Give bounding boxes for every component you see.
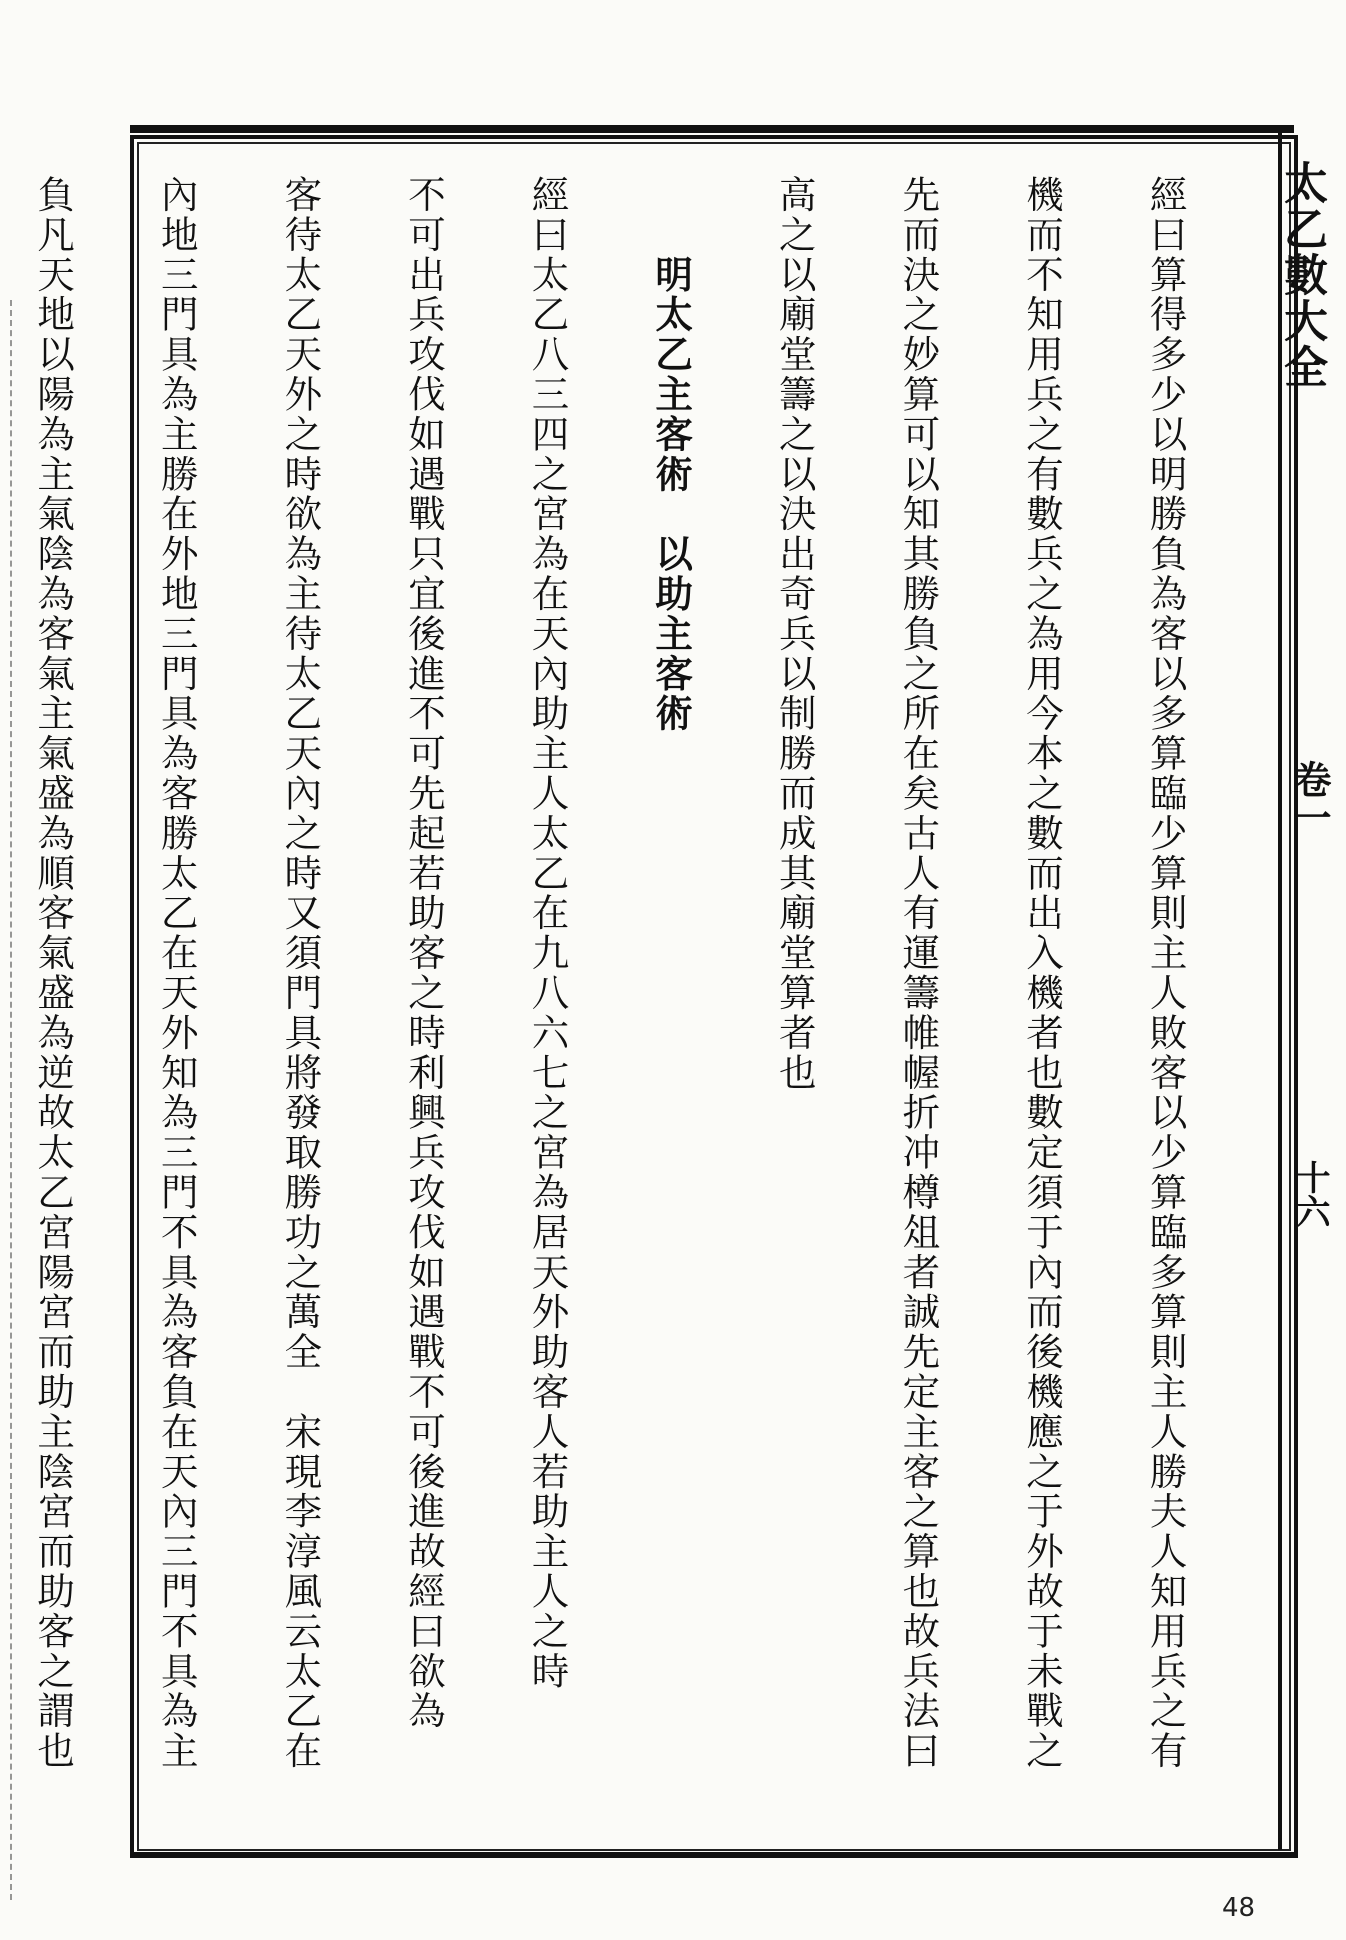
text-column: 經曰太乙八三四之宮為在天內助主人太乙在九八六七之宮為居天外助客人若助主人之時 — [525, 175, 570, 1692]
text-column: 負凡天地以陽為主氣陰為客氣主氣盛為順客氣盛為逆故太乙宮陽宮而助主陰宮而助客之謂也 — [31, 175, 76, 1771]
text-column: 先而決之妙算可以知其勝負之所在矣古人有運籌帷幄折冲樽俎者誠先定主客之算也故兵法曰 — [896, 175, 941, 1771]
text-column: 經曰算得多少以明勝負為客以多算臨少算則主人敗客以少算臨多算則主人勝夫人知用兵之有 — [1143, 175, 1188, 1771]
text-column: 機而不知用兵之有數兵之為用今本之數而出入機者也數定須于內而後機應之于外故于未戰之 — [1019, 175, 1064, 1771]
text-column: 不可出兵攻伐如遇戰只宜後進不可先起若助客之時利興兵攻伐如遇戰不可後進故經曰欲為 — [401, 175, 446, 1732]
section-heading: 明太乙主客術 以助主客術 — [649, 175, 694, 734]
top-border — [130, 125, 1294, 133]
folio-number: 十六 — [1290, 1160, 1330, 1228]
text-column: 客待太乙天外之時欲為主待太乙天內之時又須門具將發取勝功之萬全 宋現李淳風云太乙在 — [278, 175, 323, 1771]
text-column: 高之以廟堂籌之以決出奇兵以制勝而成其廟堂算者也 — [772, 175, 817, 1093]
text-column: 內地三門具為主勝在外地三門具為客勝太乙在天外知為三門不具為客負在天內三門不具為主 — [154, 175, 199, 1771]
book-title: 太乙數大全 — [1276, 160, 1327, 390]
volume-label: 卷一 — [1287, 760, 1332, 836]
banner-column — [1276, 140, 1332, 1840]
page-number: 48 — [1222, 1893, 1256, 1923]
bottom-border — [130, 1852, 1294, 1858]
body-text — [0, 175, 1268, 1815]
